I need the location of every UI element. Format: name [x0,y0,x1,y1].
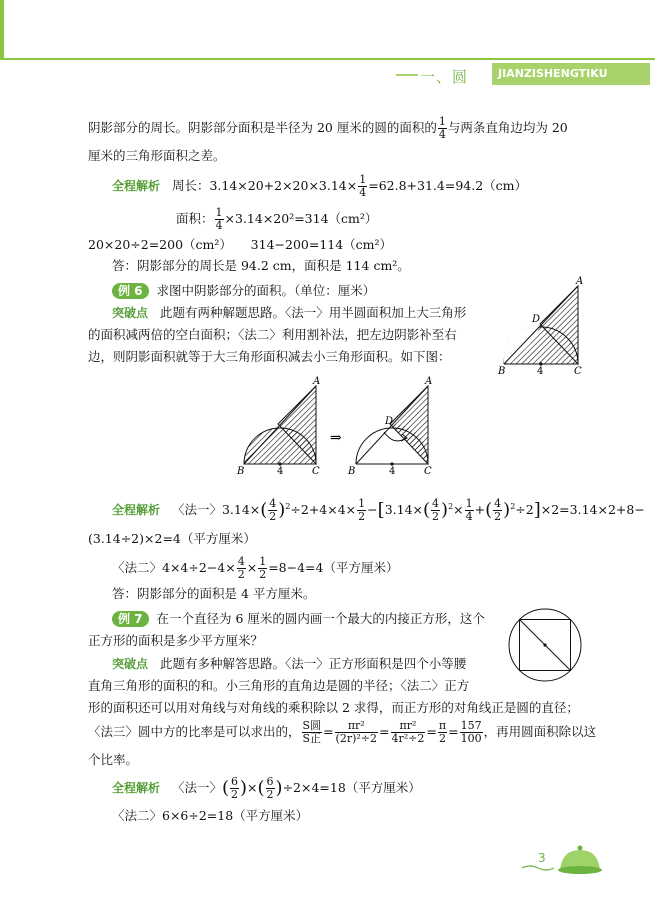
fraction-quarter [438,116,447,141]
label-length: 4 [537,366,544,376]
paren: ) [275,777,283,799]
frac-num: 1 [359,173,367,186]
example-7-question-line-2: 正方形的面积是多少平方厘米？ [88,633,264,648]
tip4-a: 〈法三〉圆中方的比率是可以求出的， [88,724,301,739]
example-7-tip-line-3: 形的面积还可以用对角线与对角线的乘积除以 2 求得，而正方形的对角线正是圆的直径； [88,700,579,715]
label-B: B [348,466,356,477]
solution-1-line-3: 20×20÷2=200（cm²） 314−200=114（cm²） [88,237,393,252]
m2-b: × [246,560,258,575]
fraction [431,498,440,523]
frac-den: 2 [358,510,366,524]
frac-den: 4r²÷2 [391,732,425,745]
fraction-quarter [215,207,224,232]
frac-den: S正 [302,732,322,745]
full-solution-label: 全程解析 [112,179,161,193]
paren: ( [423,499,431,521]
frac-den: 4 [359,186,367,199]
paren: ( [221,777,229,799]
paren: ( [485,499,493,521]
fraction [335,720,378,745]
chapter-title: 一、圆 [420,68,469,86]
frac-den: 2 [432,510,440,524]
m1-d: 3.14× [384,502,423,518]
example-7-question-line-1 [112,610,485,628]
example-7-badge: 例 7 [112,611,149,627]
intro-text-b: 与两条直角边均为 20 [447,120,568,135]
solution-6-method-2 [112,556,398,581]
fraction [460,720,483,745]
example-6-figure-pair [234,376,444,478]
label-C: C [424,466,432,477]
footer-decoration-icon [520,838,602,878]
frac-num: 6 [230,775,238,788]
example-6-question-text: 求图中阴影部分的面积。（单位：厘米） [156,283,376,298]
solution-6-answer: 答：阴影部分的面积是 4 平方厘米。 [112,586,316,601]
frac-num: π [438,719,447,732]
frac-num: 4 [432,497,440,511]
fraction [357,498,366,523]
frac-den: 4 [215,219,223,232]
label-C: C [574,366,582,376]
frac-num: 1 [465,497,473,511]
ratio-fraction [302,720,323,745]
breakthrough-label: 突破点 [112,657,149,671]
header-dash [396,74,418,76]
example-6-badge: 例 6 [112,283,149,299]
example-6-tip-line-3: 边，则阴影面积就等于大三角形面积减去小三角形面积。如下图： [88,349,451,364]
frac-den: 2 [237,568,245,581]
frac-num: 4 [269,497,277,511]
m1-b: ÷2+4×4× [290,502,357,518]
frac-num: 1 [259,555,267,568]
frac-den: (2r)²÷2 [335,732,378,745]
intro-line-2: 厘米的三角形面积之差。 [88,148,226,163]
frac-num: 6 [266,775,274,788]
frac-den: 2 [269,510,277,524]
perimeter-text-a: 周长：3.14×20+2×20×3.14× [171,178,358,193]
fraction [391,720,426,745]
tip4-b: ，再用圆面积除以这 [483,724,597,739]
frac-num: πr² [391,720,426,733]
example-6-figure-small [496,276,594,376]
frac-num: 4 [494,497,502,511]
intro-line-1 [88,116,568,141]
frac-den: 100 [460,732,482,745]
area-text-b: ×3.14×20²=314（cm²） [224,211,378,226]
square-exp: 2 [285,502,291,511]
fraction [258,556,267,581]
transform-arrow: ⇒ [330,430,342,446]
label-length: 4 [389,466,396,477]
solution-7-method-2: 〈法二〉6×6÷2=18（平方厘米） [112,808,309,823]
example-6-tip-line-1 [112,304,466,322]
frac-den: 4 [438,128,446,141]
fraction [266,776,275,801]
breakthrough-label: 突破点 [112,306,149,320]
tip-text: 此题有两种解题思路。〈法一〉用半圆面积加上大三角形 [159,305,467,320]
frac-num: S圆 [302,719,322,732]
example-7-tip-line-2: 直角三角形的面积的和。小三角形的直角边是圆的半径；〈法二〉正方 [88,678,470,693]
eq: = [379,724,390,739]
solution-6-method-1-line-2: (3.14÷2)×2=4（平方厘米） [88,531,256,546]
fraction [493,498,502,523]
fraction [465,498,474,523]
fraction [438,720,447,745]
m1-f: + [474,502,486,518]
label-C: C [312,466,320,477]
frac-den: 2 [494,510,502,524]
fraction [268,498,277,523]
s7-c: ÷2×4=18（平方厘米） [282,780,421,795]
frac-num: 1 [358,497,366,511]
paren: ( [260,499,268,521]
full-solution-label: 全程解析 [112,503,161,518]
square-exp: 2 [510,502,516,511]
fraction [237,556,246,581]
m1-a: 〈法一〉3.14× [171,502,261,518]
header-left-bar [0,0,4,58]
example-7-figure [506,606,584,684]
s7-a: 〈法一〉 [171,780,222,795]
label-D: D [385,416,394,427]
fraction-quarter [358,174,367,199]
eq: = [426,724,437,739]
paren: ) [239,777,248,799]
frac-num: 1 [438,115,446,128]
frac-den: 2 [438,732,446,745]
m1-e: × [453,502,464,518]
eq: = [448,724,459,739]
frac-num: 157 [460,719,482,732]
example-7-tip-line-5: 个比率。 [88,752,139,767]
m1-g: ÷2 [515,502,534,518]
solution-1-perimeter [112,174,527,199]
solution-1-area [176,207,377,232]
label-D: D [532,314,541,325]
bracket: ] [533,499,541,521]
label-A: A [313,376,321,387]
solution-1-answer: 答：阴影部分的周长是 94.2 cm，面积是 114 cm²。 [112,258,410,273]
header-rule [0,58,655,60]
frac-num: 4 [237,555,245,568]
m1-h: ×2=3.14×2+8− [540,502,645,518]
frac-num: 1 [215,206,223,219]
label-A: A [425,376,433,387]
bracket: [ [377,499,385,521]
label-B: B [498,366,506,376]
label-B: B [237,466,245,477]
label-A: A [576,276,584,287]
header-tag: JIANZISHENGTIKU [492,63,650,85]
paren: ) [503,499,511,521]
frac-den: 2 [230,788,238,801]
label-length: 4 [277,466,284,477]
frac-den: 4 [465,510,473,524]
m1-c: − [367,502,378,518]
frac-den: 2 [259,568,267,581]
example-6-question [112,282,375,300]
eq: = [323,724,334,739]
solution-7-method-1 [112,776,421,801]
page-number: 3 [538,851,546,865]
perimeter-text-b: =62.8+31.4=94.2（cm） [368,178,528,193]
m2-a: 〈法二〉4×4÷2−4× [112,560,236,575]
fraction [230,776,239,801]
full-solution-label: 全程解析 [112,781,161,795]
m2-c: =8−4=4（平方厘米） [268,560,399,575]
example-7-question-text: 在一个直径为 6 厘米的圆内画一个最大的内接正方形，这个 [156,611,485,626]
frac-num: πr² [335,720,378,733]
paren: ) [278,499,286,521]
square-exp: 2 [448,502,454,511]
example-7-tip-line-1 [112,655,466,673]
area-text-a: 面积： [176,211,214,226]
frac-den: 2 [266,788,274,801]
solution-6-method-1 [112,498,645,523]
example-6-tip-line-2: 的面积减两倍的空白面积；〈法二〉利用割补法，把左边阴影补至右 [88,327,457,342]
paren: ) [441,499,449,521]
paren: ( [257,777,265,799]
example-7-tip-line-4 [88,720,596,745]
intro-text-a: 阴影部分的周长。阴影部分面积是半径为 20 厘米的圆的面积的 [88,120,437,135]
tip-text: 此题有多种解答思路。〈法一〉正方形面积是四个小等腰 [159,656,467,671]
s7-b: × [247,780,258,795]
